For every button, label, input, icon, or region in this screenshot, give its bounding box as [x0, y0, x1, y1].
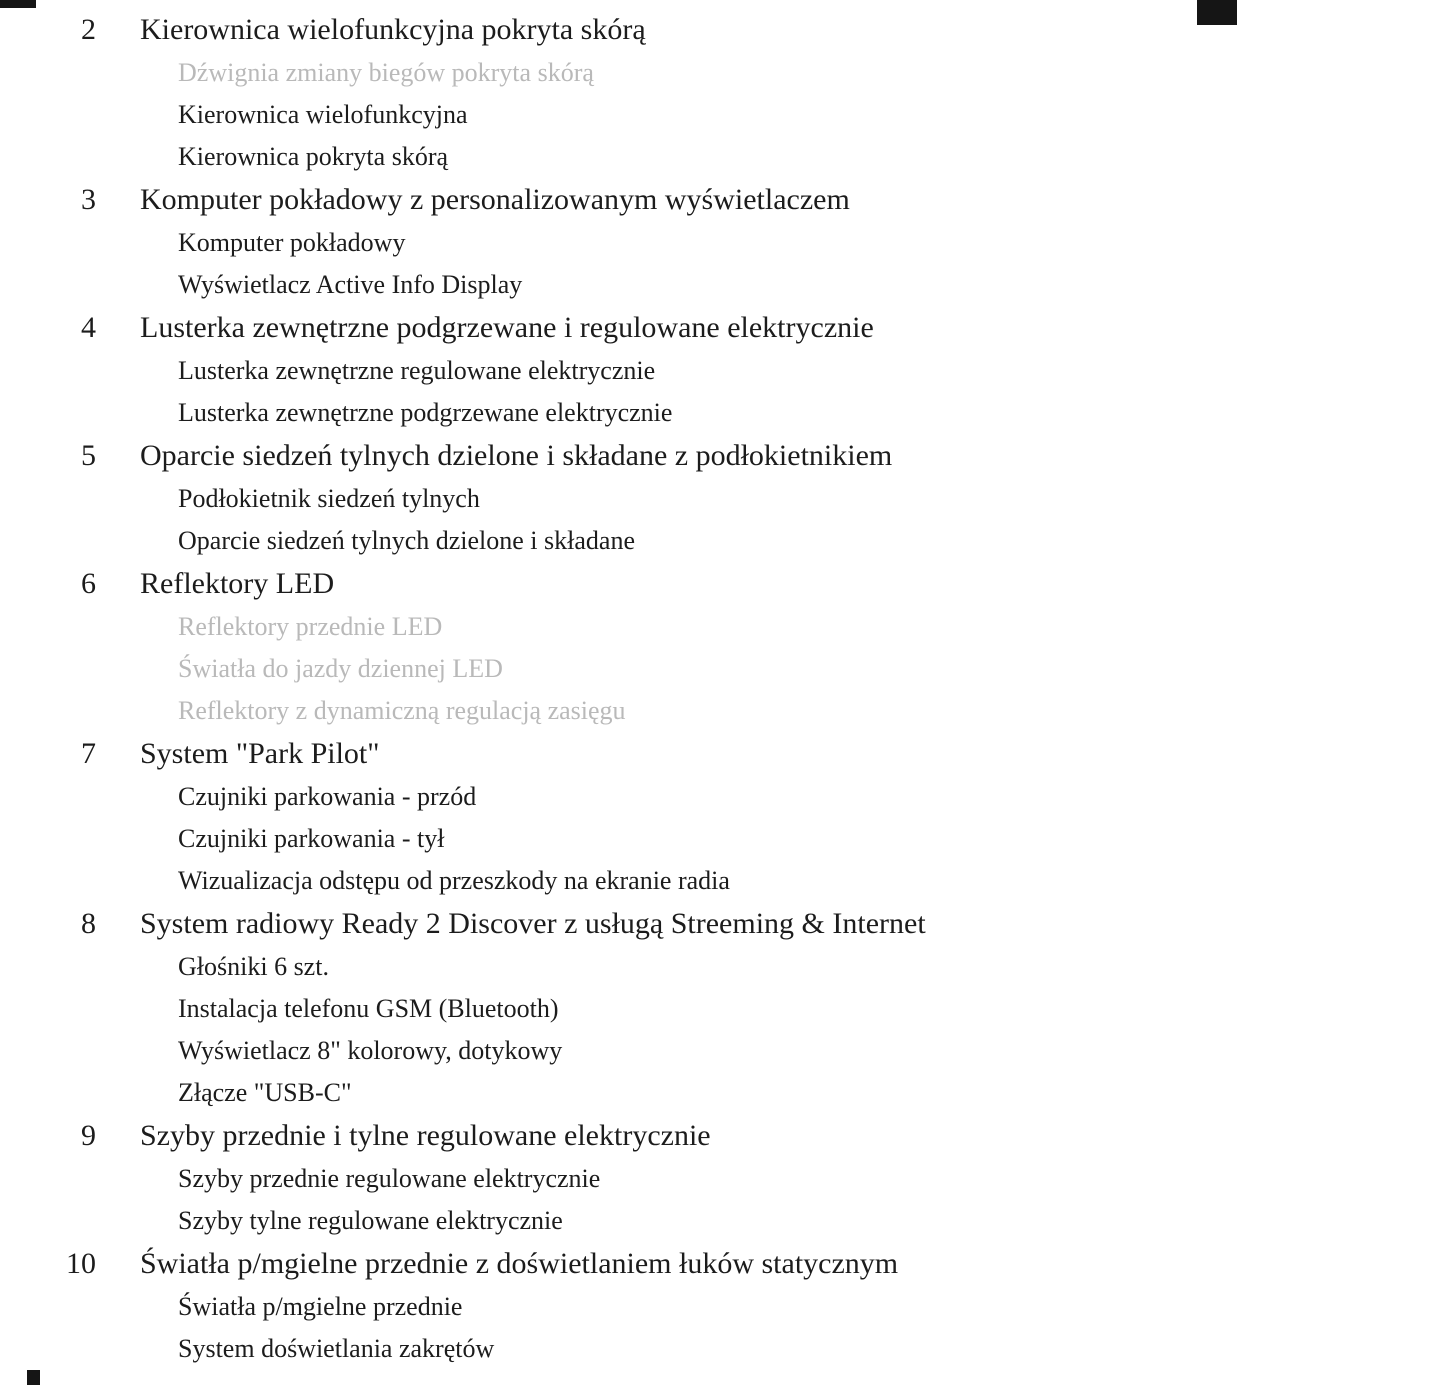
item-number: 3 — [81, 183, 96, 216]
list-item — [0, 902, 1440, 1114]
item-subfeature: Dźwignia zmiany biegów pokryta skórą — [178, 58, 594, 87]
item-heading — [0, 178, 1440, 222]
item-number: 7 — [81, 737, 96, 770]
item-title: System "Park Pilot" — [140, 737, 380, 770]
item-subfeature: Oparcie siedzeń tylnych dzielone i składane — [178, 526, 635, 555]
item-heading — [0, 902, 1440, 946]
list-item — [0, 562, 1440, 732]
item-number: 9 — [81, 1119, 96, 1152]
item-title: Lusterka zewnętrzne podgrzewane i regulowane elektrycznie — [140, 311, 874, 344]
item-subfeature: Złącze "USB-C" — [178, 1078, 352, 1107]
list-item — [0, 178, 1440, 306]
item-heading — [0, 306, 1440, 350]
scan-artifact-bottom-left — [27, 1370, 40, 1385]
item-number: 5 — [81, 439, 96, 472]
item-title: Komputer pokładowy z personalizowanym wyświetlaczem — [140, 183, 850, 216]
item-title: Kierownica wielofunkcyjna pokryta skórą — [140, 13, 646, 46]
item-subfeature: Komputer pokładowy — [178, 228, 406, 257]
list-item — [0, 1114, 1440, 1242]
item-subfeature: Reflektory przednie LED — [178, 612, 443, 641]
item-heading — [0, 8, 1440, 52]
item-title: Światła p/mgielne przednie z doświetlaniem łuków statycznym — [140, 1247, 899, 1280]
item-heading — [0, 562, 1440, 606]
item-subfeature: Instalacja telefonu GSM (Bluetooth) — [178, 994, 559, 1023]
list-item — [0, 8, 1440, 178]
item-subfeature: System doświetlania zakrętów — [178, 1334, 495, 1363]
item-subfeature: Czujniki parkowania - przód — [178, 782, 477, 811]
list-item — [0, 1242, 1440, 1370]
item-heading — [0, 732, 1440, 776]
list-item — [0, 306, 1440, 434]
item-subfeature: Kierownica wielofunkcyjna — [178, 100, 468, 129]
item-heading — [0, 434, 1440, 478]
item-number: 4 — [81, 311, 96, 344]
item-number: 8 — [81, 907, 96, 940]
item-subfeature: Czujniki parkowania - tył — [178, 824, 445, 853]
item-title: Reflektory LED — [140, 567, 335, 600]
item-subfeature: Szyby przednie regulowane elektrycznie — [178, 1164, 601, 1193]
item-subfeature: Szyby tylne regulowane elektrycznie — [178, 1206, 563, 1235]
item-title: System radiowy Ready 2 Discover z usługą Streeming & Internet — [140, 907, 926, 940]
item-title: Oparcie siedzeń tylnych dzielone i składane z podłokietnikiem — [140, 439, 893, 472]
list-item — [0, 732, 1440, 902]
item-subfeature: Światła p/mgielne przednie — [178, 1292, 463, 1321]
item-number: 6 — [81, 567, 96, 600]
item-title: Szyby przednie i tylne regulowane elektrycznie — [140, 1119, 711, 1152]
item-subfeature: Wyświetlacz Active Info Display — [178, 270, 523, 299]
item-heading — [0, 1242, 1440, 1286]
item-subfeature: Lusterka zewnętrzne regulowane elektrycznie — [178, 356, 656, 385]
item-heading — [0, 1114, 1440, 1158]
scan-artifact-top-left — [0, 0, 36, 8]
item-subfeature: Wyświetlacz 8" kolorowy, dotykowy — [178, 1036, 563, 1065]
list-item — [0, 434, 1440, 562]
item-subfeature: Lusterka zewnętrzne podgrzewane elektrycznie — [178, 398, 673, 427]
item-subfeature: Światła do jazdy dziennej LED — [178, 654, 503, 683]
item-subfeature: Głośniki 6 szt. — [178, 952, 329, 981]
item-number: 2 — [81, 13, 96, 46]
item-subfeature: Podłokietnik siedzeń tylnych — [178, 484, 480, 513]
item-subfeature: Wizualizacja odstępu od przeszkody na ekranie radia — [178, 866, 730, 895]
item-number: 10 — [66, 1247, 96, 1280]
item-subfeature: Reflektory z dynamiczną regulacją zasięgu — [178, 696, 626, 725]
equipment-list — [0, 8, 1440, 1370]
item-subfeature: Kierownica pokryta skórą — [178, 142, 449, 171]
